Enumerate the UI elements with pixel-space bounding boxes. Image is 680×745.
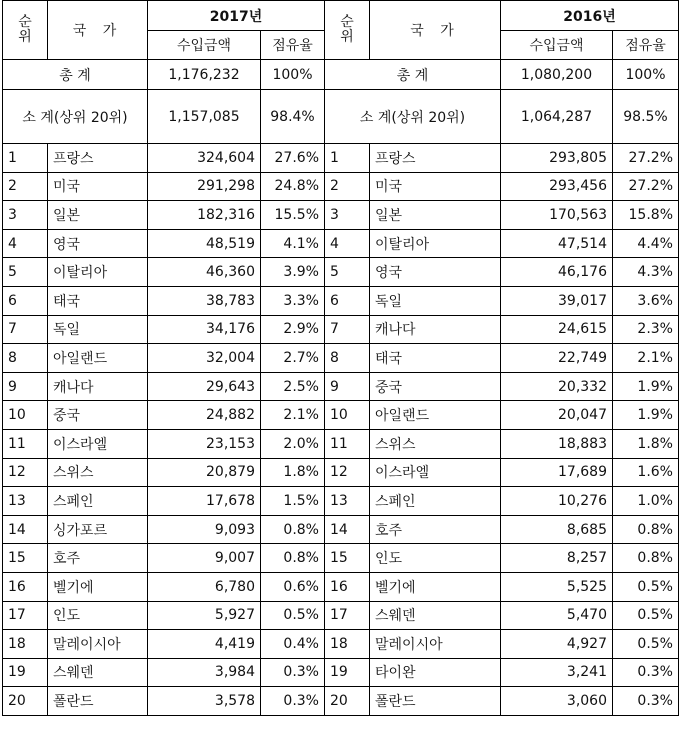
rank-cell-2017: 5 [3, 258, 48, 287]
rank-cell-2017: 6 [3, 286, 48, 315]
rank-cell-2016: 13 [325, 487, 370, 516]
country-cell-2016: 말레이시아 [370, 630, 501, 659]
share-cell-2017: 2.0% [261, 429, 325, 458]
amount-cell-2017: 17,678 [148, 487, 261, 516]
rank-cell-2016: 12 [325, 458, 370, 487]
table-row [3, 687, 679, 716]
country-cell-2017: 벨기에 [48, 572, 148, 601]
rank-cell-2016: 6 [325, 286, 370, 315]
amount-cell-2017: 6,780 [148, 572, 261, 601]
amount-cell-2017: 5,927 [148, 601, 261, 630]
country-cell-2016: 일본 [370, 201, 501, 230]
total-share-2016: 100% [613, 60, 679, 90]
share-cell-2016: 2.3% [613, 315, 679, 344]
share-cell-2017: 0.8% [261, 515, 325, 544]
total-label-2016: 총 계 [325, 60, 501, 90]
country-cell-2017: 이스라엘 [48, 429, 148, 458]
share-cell-2017: 4.1% [261, 229, 325, 258]
subtotal-share-2017: 98.4% [261, 90, 325, 144]
country-cell-2016: 캐나다 [370, 315, 501, 344]
share-cell-2016: 0.3% [613, 658, 679, 687]
amount-cell-2017: 9,007 [148, 544, 261, 573]
country-cell-2017: 폴란드 [48, 687, 148, 716]
share-cell-2017: 3.9% [261, 258, 325, 287]
subtotal-row [3, 90, 679, 144]
rank-cell-2017: 9 [3, 372, 48, 401]
rank-cell-2017: 17 [3, 601, 48, 630]
amount-cell-2017: 3,984 [148, 658, 261, 687]
rank-cell-2017: 15 [3, 544, 48, 573]
country-cell-2017: 스페인 [48, 487, 148, 516]
country-cell-2017: 중국 [48, 401, 148, 430]
rank-cell-2016: 2 [325, 172, 370, 201]
amount-cell-2016: 17,689 [501, 458, 613, 487]
rank-cell-2017: 11 [3, 429, 48, 458]
subtotal-share-2016: 98.5% [613, 90, 679, 144]
amount-cell-2016: 20,047 [501, 401, 613, 430]
amount-cell-2017: 291,298 [148, 172, 261, 201]
header-row-1 [3, 1, 679, 31]
rank-cell-2016: 9 [325, 372, 370, 401]
table-row [3, 286, 679, 315]
amount-cell-2017: 182,316 [148, 201, 261, 230]
rank-cell-2016: 4 [325, 229, 370, 258]
rank-cell-2017: 10 [3, 401, 48, 430]
rank-cell-2016: 10 [325, 401, 370, 430]
share-cell-2017: 15.5% [261, 201, 325, 230]
amount-cell-2017: 4,419 [148, 630, 261, 659]
total-amount-2017: 1,176,232 [148, 60, 261, 90]
country-cell-2016: 호주 [370, 515, 501, 544]
rank-header-line1: 순 [340, 14, 354, 30]
share-cell-2016: 1.9% [613, 401, 679, 430]
rank-cell-2017: 3 [3, 201, 48, 230]
share-header-2017: 점유율 [261, 31, 325, 60]
share-cell-2016: 0.3% [613, 687, 679, 716]
amount-cell-2017: 48,519 [148, 229, 261, 258]
country-cell-2017: 캐나다 [48, 372, 148, 401]
amount-cell-2017: 9,093 [148, 515, 261, 544]
amount-cell-2017: 38,783 [148, 286, 261, 315]
amount-cell-2016: 8,685 [501, 515, 613, 544]
rank-cell-2017: 2 [3, 172, 48, 201]
country-cell-2017: 인도 [48, 601, 148, 630]
share-cell-2017: 3.3% [261, 286, 325, 315]
amount-cell-2017: 46,360 [148, 258, 261, 287]
amount-cell-2016: 5,525 [501, 572, 613, 601]
share-cell-2016: 1.9% [613, 372, 679, 401]
share-cell-2016: 27.2% [613, 144, 679, 173]
amount-cell-2016: 5,470 [501, 601, 613, 630]
table-row [3, 372, 679, 401]
country-cell-2016: 스페인 [370, 487, 501, 516]
rank-cell-2016: 8 [325, 344, 370, 373]
table-row [3, 258, 679, 287]
share-cell-2017: 0.3% [261, 658, 325, 687]
share-cell-2016: 4.3% [613, 258, 679, 287]
amount-cell-2017: 324,604 [148, 144, 261, 173]
rank-cell-2016: 11 [325, 429, 370, 458]
table-row [3, 458, 679, 487]
country-cell-2016: 독일 [370, 286, 501, 315]
amount-cell-2016: 293,805 [501, 144, 613, 173]
rank-cell-2016: 19 [325, 658, 370, 687]
amount-cell-2017: 23,153 [148, 429, 261, 458]
share-cell-2017: 0.6% [261, 572, 325, 601]
country-cell-2017: 스웨덴 [48, 658, 148, 687]
amount-cell-2016: 47,514 [501, 229, 613, 258]
rank-cell-2017: 20 [3, 687, 48, 716]
amount-cell-2016: 8,257 [501, 544, 613, 573]
amount-cell-2016: 20,332 [501, 372, 613, 401]
subtotal-label-2016: 소 계(상위 20위) [325, 90, 501, 144]
amount-header-2017: 수입금액 [148, 31, 261, 60]
amount-cell-2017: 3,578 [148, 687, 261, 716]
country-cell-2016: 이탈리아 [370, 229, 501, 258]
import-ranking-table [2, 0, 679, 716]
total-share-2017: 100% [261, 60, 325, 90]
rank-cell-2016: 7 [325, 315, 370, 344]
rank-header-2017 [3, 1, 48, 60]
rank-header-line2: 위 [18, 29, 32, 45]
amount-cell-2016: 39,017 [501, 286, 613, 315]
amount-cell-2017: 24,882 [148, 401, 261, 430]
share-cell-2017: 0.4% [261, 630, 325, 659]
share-cell-2017: 1.5% [261, 487, 325, 516]
country-cell-2017: 프랑스 [48, 144, 148, 173]
share-cell-2017: 2.7% [261, 344, 325, 373]
rank-cell-2017: 19 [3, 658, 48, 687]
country-cell-2017: 호주 [48, 544, 148, 573]
rank-cell-2017: 18 [3, 630, 48, 659]
country-cell-2016: 중국 [370, 372, 501, 401]
rank-cell-2016: 3 [325, 201, 370, 230]
amount-cell-2016: 293,456 [501, 172, 613, 201]
country-cell-2017: 미국 [48, 172, 148, 201]
share-cell-2016: 0.8% [613, 544, 679, 573]
share-cell-2017: 24.8% [261, 172, 325, 201]
share-cell-2017: 27.6% [261, 144, 325, 173]
amount-cell-2016: 46,176 [501, 258, 613, 287]
table-row [3, 429, 679, 458]
country-cell-2017: 스위스 [48, 458, 148, 487]
rank-cell-2017: 14 [3, 515, 48, 544]
country-cell-2016: 타이완 [370, 658, 501, 687]
amount-cell-2016: 10,276 [501, 487, 613, 516]
amount-cell-2016: 22,749 [501, 344, 613, 373]
rank-cell-2016: 15 [325, 544, 370, 573]
table-row [3, 515, 679, 544]
table-row [3, 487, 679, 516]
year-header-2017: 2017년 [148, 1, 325, 31]
year-header-2016: 2016년 [501, 1, 679, 31]
amount-cell-2016: 170,563 [501, 201, 613, 230]
country-cell-2017: 일본 [48, 201, 148, 230]
country-cell-2017: 아일랜드 [48, 344, 148, 373]
amount-cell-2017: 34,176 [148, 315, 261, 344]
rank-cell-2017: 16 [3, 572, 48, 601]
rank-cell-2016: 16 [325, 572, 370, 601]
table-row [3, 630, 679, 659]
country-cell-2016: 미국 [370, 172, 501, 201]
table-row [3, 315, 679, 344]
table-row [3, 144, 679, 173]
share-cell-2017: 1.8% [261, 458, 325, 487]
table-row [3, 572, 679, 601]
country-cell-2017: 싱가포르 [48, 515, 148, 544]
country-cell-2016: 이스라엘 [370, 458, 501, 487]
table-row [3, 344, 679, 373]
rank-cell-2016: 20 [325, 687, 370, 716]
amount-header-2016: 수입금액 [501, 31, 613, 60]
table-row [3, 201, 679, 230]
share-cell-2016: 27.2% [613, 172, 679, 201]
amount-cell-2016: 3,060 [501, 687, 613, 716]
country-cell-2016: 스위스 [370, 429, 501, 458]
rank-cell-2017: 13 [3, 487, 48, 516]
share-cell-2016: 0.5% [613, 601, 679, 630]
subtotal-label-2017: 소 계(상위 20위) [3, 90, 148, 144]
country-header-2017: 국 가 [48, 1, 148, 60]
country-cell-2017: 말레이시아 [48, 630, 148, 659]
share-cell-2017: 0.5% [261, 601, 325, 630]
rank-cell-2016: 18 [325, 630, 370, 659]
share-cell-2016: 3.6% [613, 286, 679, 315]
share-cell-2016: 2.1% [613, 344, 679, 373]
rank-cell-2016: 14 [325, 515, 370, 544]
country-cell-2017: 태국 [48, 286, 148, 315]
country-cell-2017: 영국 [48, 229, 148, 258]
share-cell-2017: 2.1% [261, 401, 325, 430]
country-header-2016: 국 가 [370, 1, 501, 60]
table-row [3, 229, 679, 258]
table-row [3, 544, 679, 573]
rank-cell-2016: 5 [325, 258, 370, 287]
share-cell-2017: 0.3% [261, 687, 325, 716]
share-cell-2016: 1.0% [613, 487, 679, 516]
share-cell-2017: 0.8% [261, 544, 325, 573]
rank-header-2016 [325, 1, 370, 60]
country-cell-2017: 독일 [48, 315, 148, 344]
share-cell-2016: 0.5% [613, 630, 679, 659]
country-cell-2016: 인도 [370, 544, 501, 573]
share-cell-2016: 1.8% [613, 429, 679, 458]
country-cell-2016: 영국 [370, 258, 501, 287]
table-row [3, 172, 679, 201]
table-row [3, 658, 679, 687]
share-cell-2017: 2.9% [261, 315, 325, 344]
subtotal-amount-2016: 1,064,287 [501, 90, 613, 144]
amount-cell-2016: 4,927 [501, 630, 613, 659]
rank-header-line2: 위 [340, 29, 354, 45]
rank-cell-2017: 4 [3, 229, 48, 258]
country-cell-2016: 폴란드 [370, 687, 501, 716]
table-row [3, 401, 679, 430]
share-cell-2016: 4.4% [613, 229, 679, 258]
share-cell-2016: 1.6% [613, 458, 679, 487]
amount-cell-2016: 3,241 [501, 658, 613, 687]
share-cell-2016: 0.8% [613, 515, 679, 544]
rank-cell-2017: 8 [3, 344, 48, 373]
subtotal-amount-2017: 1,157,085 [148, 90, 261, 144]
amount-cell-2017: 29,643 [148, 372, 261, 401]
share-header-2016: 점유율 [613, 31, 679, 60]
rank-cell-2016: 17 [325, 601, 370, 630]
rank-cell-2017: 12 [3, 458, 48, 487]
share-cell-2017: 2.5% [261, 372, 325, 401]
total-row [3, 60, 679, 90]
rank-header-line1: 순 [18, 14, 32, 30]
amount-cell-2017: 32,004 [148, 344, 261, 373]
country-cell-2016: 아일랜드 [370, 401, 501, 430]
share-cell-2016: 15.8% [613, 201, 679, 230]
amount-cell-2017: 20,879 [148, 458, 261, 487]
table-row [3, 601, 679, 630]
amount-cell-2016: 18,883 [501, 429, 613, 458]
rank-cell-2016: 1 [325, 144, 370, 173]
country-cell-2016: 프랑스 [370, 144, 501, 173]
country-cell-2016: 벨기에 [370, 572, 501, 601]
total-amount-2016: 1,080,200 [501, 60, 613, 90]
rank-cell-2017: 7 [3, 315, 48, 344]
total-label-2017: 총 계 [3, 60, 148, 90]
country-cell-2016: 스웨덴 [370, 601, 501, 630]
country-cell-2017: 이탈리아 [48, 258, 148, 287]
rank-cell-2017: 1 [3, 144, 48, 173]
amount-cell-2016: 24,615 [501, 315, 613, 344]
share-cell-2016: 0.5% [613, 572, 679, 601]
country-cell-2016: 태국 [370, 344, 501, 373]
